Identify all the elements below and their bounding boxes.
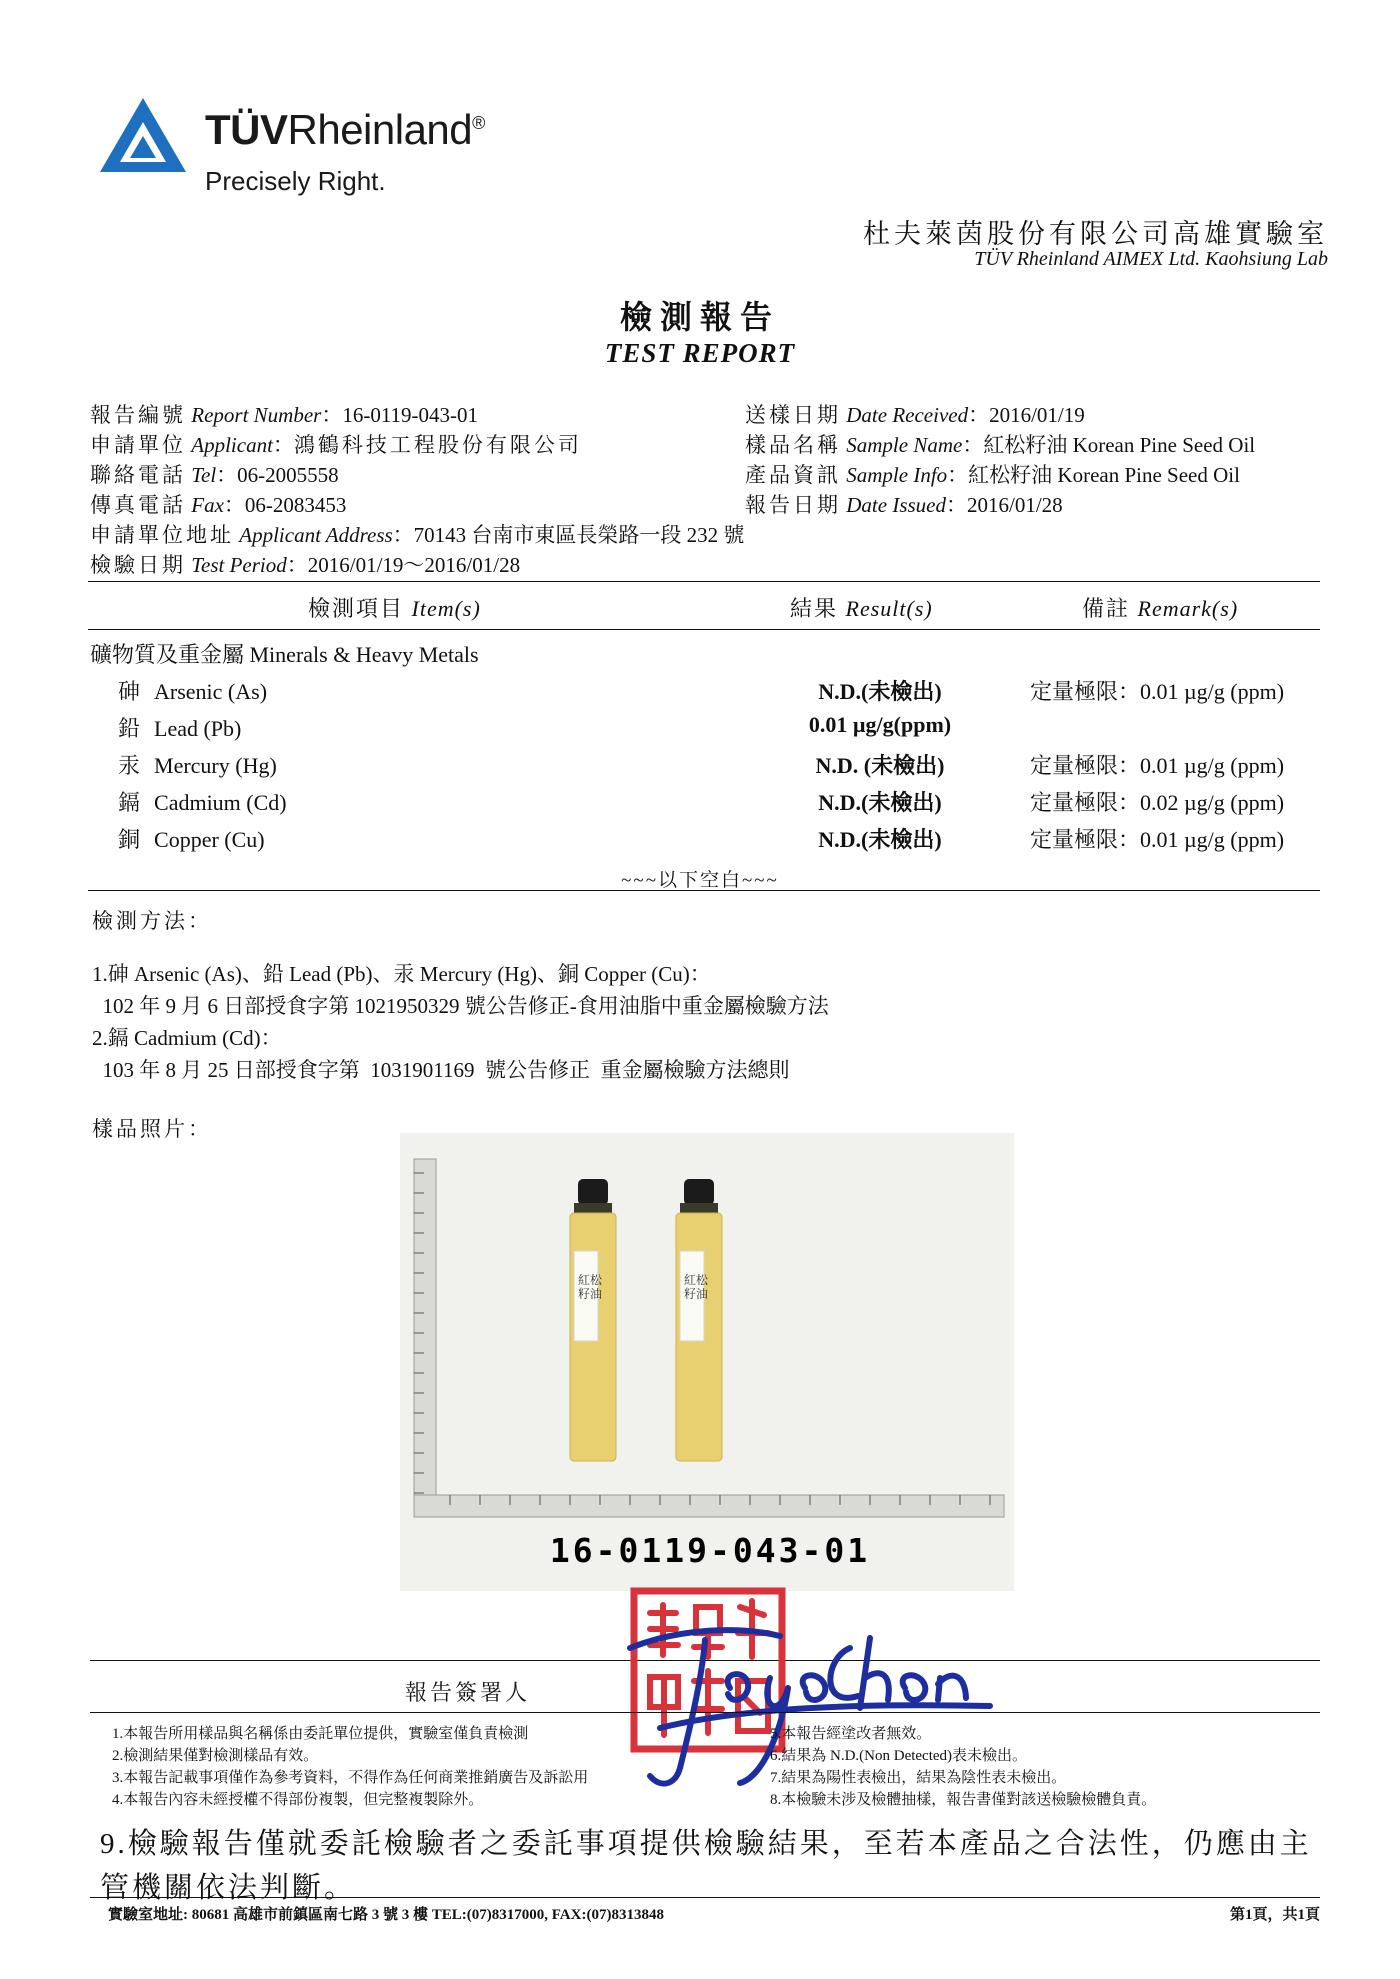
- fax-field: 傳真電話 Fax：06-2083453: [90, 493, 347, 517]
- report-number-field: 報告編號 Report Number：16-0119-043-01: [90, 403, 479, 427]
- methods-line: 103 年 8 月 25 日部授食字第 1031901169 號公告修正 重金屬檢驗方法總則: [92, 1058, 790, 1082]
- table-row-remark: 定量極限：0.02 µg/g (ppm): [1030, 790, 1285, 815]
- note-item: 5.本報告經塗改者無效。: [770, 1726, 932, 1742]
- table-top-rule: [88, 581, 1320, 582]
- address-field: 申請單位地址 Applicant Address：70143 台南市東區長榮路一段 232 號: [90, 523, 745, 547]
- table-row-result: 0.01 µg/g(ppm): [808, 712, 952, 737]
- table-group-title: 礦物質及重金屬 Minerals & Heavy Metals: [90, 642, 479, 667]
- table-row-result: N.D.(未檢出): [818, 679, 942, 704]
- note-item: 8.本檢驗未涉及檢體抽樣，報告書僅對該送檢驗檢體負責。: [770, 1792, 1157, 1808]
- notes-top-rule: [90, 1712, 1320, 1713]
- test-period-field: 檢驗日期 Test Period：2016/01/19～2016/01/28: [90, 553, 521, 577]
- photo-title: 樣品照片：: [92, 1117, 212, 1141]
- methods-line: 1.砷 Arsenic (As)、鉛 Lead (Pb)、汞 Mercury (Hg)、銅 Copper (Cu)：: [92, 962, 711, 986]
- tel-field: 聯絡電話 Tel：06-2005558: [90, 463, 339, 487]
- blank-mark: ~~~以下空白~~~: [621, 870, 779, 891]
- tuv-triangle-logo-icon: [98, 96, 188, 174]
- brand-tagline: Precisely Right.: [205, 166, 386, 196]
- lab-name-zh: 杜夫萊茵股份有限公司高雄實驗室: [863, 219, 1328, 249]
- table-row-item: 鎘 Cadmium (Cd): [118, 790, 287, 815]
- note-item: 2.檢測結果僅對檢測樣品有效。: [112, 1748, 319, 1764]
- date-received-field: 送樣日期 Date Received：2016/01/19: [745, 403, 1085, 427]
- note-item: 7.結果為陽性表檢出，結果為陰性表未檢出。: [770, 1770, 1067, 1786]
- table-header-remark: 備註 Remark(s): [1082, 596, 1239, 621]
- bottle-label: 紅松籽油: [684, 1273, 709, 1301]
- note-item: 6.結果為 N.D.(Non Detected)表未檢出。: [770, 1748, 1028, 1764]
- table-header-item: 檢測項目 Item(s): [308, 596, 481, 621]
- lab-address: 實驗室地址: 80681 高雄市前鎮區南七路 3 號 3 樓 TEL:(07)8317000, FAX:(07)8313848: [108, 1907, 664, 1923]
- note-item: 3.本報告記載事項僅作為參考資料，不得作為任何商業推銷廣告及訴訟用: [112, 1770, 589, 1786]
- applicant-field: 申請單位 Applicant：鴻鶴科技工程股份有限公司: [90, 433, 582, 457]
- brand-name: TÜVRheinland®: [205, 106, 485, 153]
- table-row-remark: 定量極限：0.01 µg/g (ppm): [1030, 827, 1285, 852]
- sample-info-field: 產品資訊 Sample Info：紅松籽油 Korean Pine Seed Oil: [745, 463, 1240, 487]
- report-title-zh: 檢測報告: [619, 299, 780, 335]
- table-row-remark: 定量極限：0.01 µg/g (ppm): [1030, 679, 1285, 704]
- note-item: 4.本報告內容未經授權不得部份複製，但完整複製除外。: [112, 1792, 484, 1808]
- page-number: 第1頁，共1頁: [1229, 1907, 1320, 1923]
- lab-name-en: TÜV Rheinland AIMEX Ltd. Kaohsiung Lab: [974, 248, 1328, 270]
- methods-line: 2.鎘 Cadmium (Cd)：: [92, 1026, 282, 1050]
- signatory-label: 報告簽署人: [405, 1680, 531, 1705]
- methods-line: 102 年 9 月 6 日部授食字第 1021950329 號公告修正-食用油脂中重金屬檢驗方法: [92, 994, 829, 1018]
- table-row-result: N.D.(未檢出): [818, 827, 942, 852]
- table-header-rule: [88, 629, 1320, 630]
- table-row-result: N.D.(未檢出): [818, 790, 942, 815]
- note-9: 9.檢驗報告僅就委託檢驗者之委託事項提供檢驗結果，至若本產品之合法性，仍應由主管機關依法判斷。: [100, 1828, 1312, 1904]
- date-issued-field: 報告日期 Date Issued：2016/01/28: [745, 493, 1063, 517]
- footer-rule: [90, 1897, 1320, 1898]
- table-bottom-rule: [88, 890, 1320, 891]
- methods-title: 檢測方法：: [92, 909, 212, 933]
- table-row-remark: 定量極限：0.01 µg/g (ppm): [1030, 753, 1285, 778]
- note-item: 1.本報告所用樣品與名稱係由委託單位提供，實驗室僅負責檢測: [112, 1726, 529, 1742]
- table-row-item: 砷 Arsenic (As): [118, 679, 268, 704]
- table-row-result: N.D. (未檢出): [815, 753, 945, 778]
- table-row-item: 銅 Copper (Cu): [118, 827, 265, 852]
- sample-photo: [400, 1133, 1014, 1591]
- table-row-item: 鉛 Lead (Pb): [118, 716, 242, 741]
- sample-name-field: 樣品名稱 Sample Name：紅松籽油 Korean Pine Seed Oil: [745, 433, 1256, 457]
- report-title-en: TEST REPORT: [604, 338, 796, 368]
- bottle-label: 紅松籽油: [578, 1273, 603, 1301]
- sample-photo-image: [400, 1133, 1014, 1591]
- table-header-result: 結果 Result(s): [790, 596, 933, 621]
- table-row-item: 汞 Mercury (Hg): [118, 753, 277, 778]
- photo-sample-id: 16-0119-043-01: [549, 1531, 871, 1570]
